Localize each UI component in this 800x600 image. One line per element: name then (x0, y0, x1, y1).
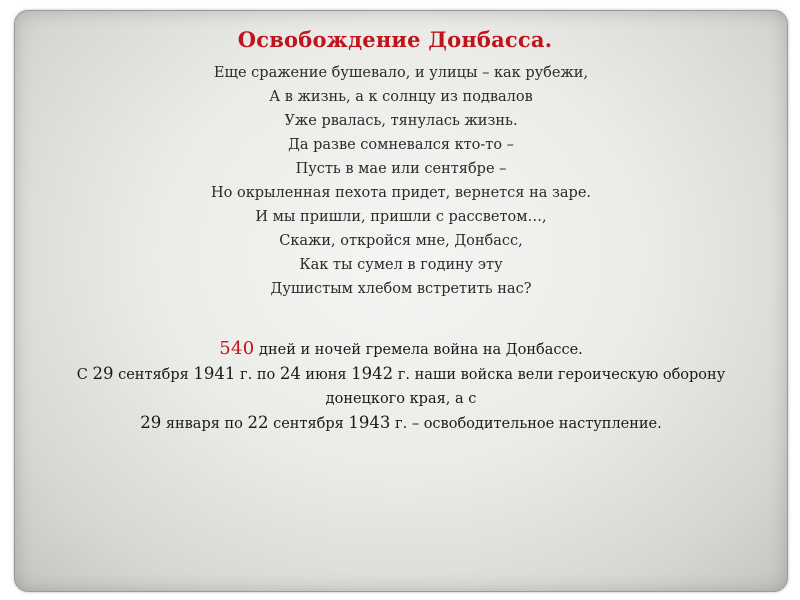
poem-line: Еще сражение бушевало, и улицы – как рубежи, (213, 65, 589, 81)
days-count: 540 (219, 338, 255, 359)
poem-line: И мы пришли, пришли с рассветом…, (255, 209, 547, 225)
poem-line: Как ты сумел в годину эту (299, 257, 503, 273)
defense-text: июня (300, 367, 352, 383)
duration-text: дней и ночей гремела война на Донбассе. (254, 342, 583, 358)
poem-line: Уже рвалась, тянулась жизнь. (284, 113, 518, 129)
poem-line: Да разве сомневался кто-то – (288, 137, 514, 153)
defense-text: г. по (235, 367, 280, 383)
offensive-text: января по (161, 416, 248, 432)
poem-line: Пусть в мае или сентябре – (295, 161, 507, 177)
poem-line: Душистым хлебом встретить нас? (270, 281, 532, 297)
history-facts (15, 337, 787, 436)
offensive-end-day: 22 (247, 413, 269, 432)
facts-line-region: донецкого края, а с (325, 391, 477, 407)
poem (15, 61, 787, 301)
defense-end-day: 24 (279, 364, 301, 383)
poem-line: Но окрыленная пехота придет, вернется на заре. (210, 185, 592, 201)
slide-title: Освобождение Донбасса. (237, 27, 553, 52)
defense-start-day: 29 (92, 364, 114, 383)
defense-end-year: 1942 (351, 364, 394, 383)
defense-start-year: 1941 (193, 364, 236, 383)
poem-line: Скажи, откройся мне, Донбасс, (279, 233, 523, 249)
facts-line-defense (15, 362, 787, 387)
defense-text: сентября (113, 367, 194, 383)
offensive-start-day: 29 (140, 413, 162, 432)
offensive-text: сентября (268, 416, 349, 432)
facts-line-duration (15, 337, 787, 362)
facts-line-offensive (15, 411, 787, 436)
poem-line: А в жизнь, а к солнцу из подвалов (269, 89, 533, 105)
offensive-text: г. – освободительное наступление. (390, 416, 662, 432)
offensive-year: 1943 (348, 413, 391, 432)
slide (14, 10, 788, 592)
defense-text: С (76, 367, 93, 383)
defense-text: г. наши войска вели героическую оборону (393, 367, 726, 383)
